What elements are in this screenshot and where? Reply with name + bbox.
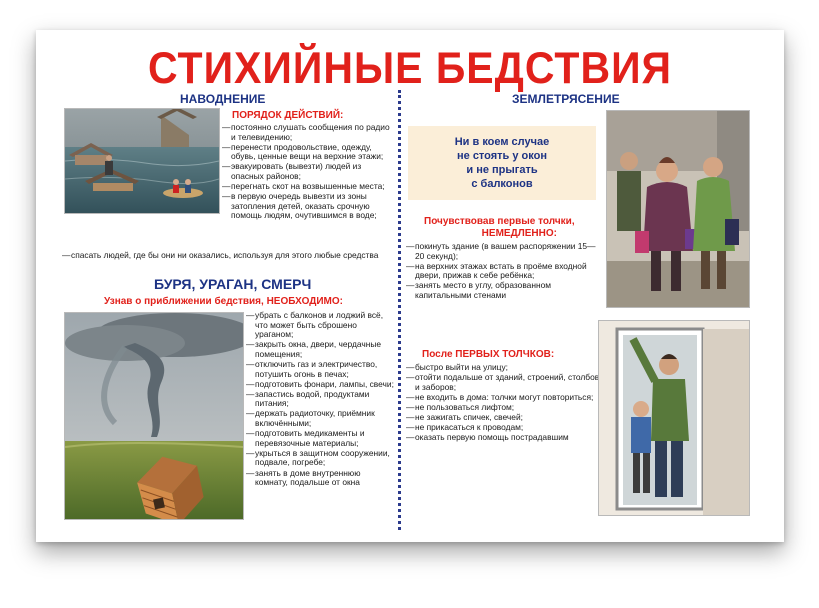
- list-item: — укрыться в защитном сооружении, подвале, погребе;: [246, 449, 394, 468]
- first-shocks-emphasis: НЕМЕДЛЕННО:: [481, 228, 557, 239]
- list-item: — подготовить фонари, лампы, свечи;: [246, 380, 394, 390]
- earthquake-warning-text: Ни в коем случае не стоять у окон и не прыгать с балконов: [454, 136, 550, 190]
- first-shocks-prefix: Почувствовав первые толчки,: [424, 216, 575, 227]
- list-item: — убрать с балконов и лоджий всё, что может быть сброшено ураганом;: [246, 311, 394, 340]
- list-item: — не прикасаться к проводам;: [406, 423, 602, 433]
- list-item: — отключить газ и электричество, потушить огонь в печах;: [246, 360, 394, 379]
- list-item: — оказать первую помощь пострадавшим: [406, 433, 602, 443]
- earthquake-warning-box: [408, 126, 596, 200]
- after-emphasis: ПЕРВЫХ ТОЛЧКОВ:: [455, 349, 555, 360]
- storm-subheading: [104, 296, 343, 307]
- list-item: — в первую очередь вывезти из зоны затопления детей, оказать срочную помощь людям, очутившимся в воде;: [222, 192, 394, 221]
- list-item: — держать радиоточку, приёмник включёнными;: [246, 409, 394, 428]
- flood-subheading: ПОРЯДОК ДЕЙСТВИЙ:: [232, 110, 344, 121]
- list-item: — не зажигать спичек, свечей;: [406, 413, 602, 423]
- flood-heading: НАВОДНЕНИЕ: [180, 92, 266, 106]
- poster-title: СТИХИЙНЫЕ БЕДСТВИЯ: [147, 43, 673, 93]
- flood-illustration-icon: [64, 108, 220, 214]
- tornado-illustration-icon: [64, 312, 244, 520]
- list-item: — на верхних этажах встать в проёме входной двери, прижав к себе ребёнка;: [406, 262, 602, 281]
- storm-subheading-emphasis: НЕОБХОДИМО:: [266, 296, 343, 307]
- list-item: — отойти подальше от зданий, строений, столбов и заборов;: [406, 373, 602, 392]
- list-item: — подготовить медикаменты и перевязочные материалы;: [246, 429, 394, 448]
- list-item: — покинуть здание (в вашем распоряжении 15—20 секунд);: [406, 242, 602, 261]
- list-item: — занять в доме внутреннюю комнату, подальше от окна: [246, 469, 394, 488]
- flood-last-action: [62, 251, 382, 261]
- list-item: — закрыть окна, двери, чердачные помещения;: [246, 340, 394, 359]
- flood-actions-list: [222, 123, 394, 221]
- after-prefix: После: [422, 349, 456, 360]
- evacuating-family-illustration-icon: [606, 110, 750, 308]
- doorway-shelter-illustration-icon: [598, 320, 750, 516]
- earthquake-first-shocks-heading: [424, 216, 575, 240]
- earthquake-after-actions-list: [406, 363, 602, 443]
- list-item: — запастись водой, продуктами питания;: [246, 390, 394, 409]
- storm-subheading-prefix: Узнав о приближении бедствия,: [104, 296, 267, 307]
- list-item: — не входить в дома: толчки могут повториться;: [406, 393, 602, 403]
- earthquake-first-actions-list: [406, 242, 602, 301]
- list-item: — перегнать скот на возвышенные места;: [222, 182, 394, 192]
- list-item: — быстро выйти на улицу;: [406, 363, 602, 373]
- list-item: — спасать людей, где бы они ни оказались, используя для этого любые средства: [62, 251, 382, 261]
- list-item: — перенести продовольствие, одежду, обувь, ценные вещи на верхние этажи;: [222, 143, 394, 162]
- storm-heading: БУРЯ, УРАГАН, СМЕРЧ: [154, 276, 312, 292]
- list-item: — не пользоваться лифтом;: [406, 403, 602, 413]
- list-item: — занять место в углу, образованном капитальными стенами: [406, 281, 602, 300]
- earthquake-heading: ЗЕМЛЕТРЯСЕНИЕ: [512, 92, 620, 106]
- list-item: — эвакуировать (вывезти) людей из опасных районов;: [222, 162, 394, 181]
- list-item: — постоянно слушать сообщения по радио и телевидению;: [222, 123, 394, 142]
- storm-actions-list: [246, 311, 394, 488]
- earthquake-after-heading: [422, 349, 554, 360]
- poster: [36, 30, 784, 542]
- column-divider: [398, 90, 401, 530]
